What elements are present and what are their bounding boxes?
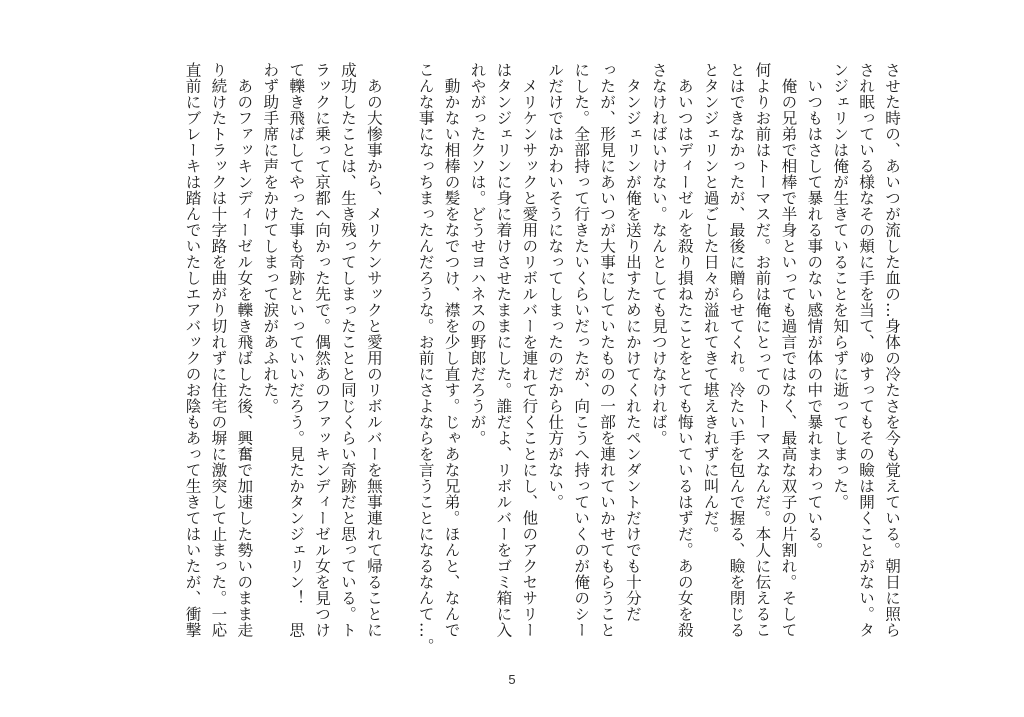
text-line: あのファッキンディーゼル女を轢き飛ばした後、興奮で加速した勢いのまま走 (235, 62, 254, 638)
text-line: て轢き飛ばしてやった事も奇跡といっていいだろう。見たかタンジェリン！ 思 (287, 62, 306, 638)
section-break (386, 62, 412, 662)
text-line: にした。全部持って行きたいくらいだったが、向こうへ持っていくのが俺のシー (572, 62, 591, 638)
text-line: わず助手席に声をかけてしまって涙があふれた。 (261, 62, 280, 414)
text-line: とはできなかったが、最後に贈らせてくれ。冷たい手を包んで握る、瞼を閉じる (727, 62, 746, 638)
text-line: さなければいけない。なんとしても見つけなければ。 (649, 62, 668, 446)
text-line: あいつはディーゼルを殺り損ねたことをとても悔いているはずだ。あの女を殺 (675, 62, 694, 638)
text-line: れやがったクソは。どうせヨハネスの野郎だろうが。 (468, 62, 487, 446)
text-line: メリケンサックと愛用のリボルバーを連れて行くことにし、他のアクセサリー (520, 62, 539, 638)
text-line: ルだけではかわいそうになってしまったのだから仕方がない。 (546, 62, 565, 510)
text-line: あの大惨事から、メリケンサックと愛用のリボルバーを無事連れて帰ることに (364, 62, 383, 638)
text-line: いつもはさして暴れる事のない感情が体の中で暴れまわっている。 (805, 62, 824, 558)
text-line: タンジェリンが俺を送り出すためにかけてくれたペンダントだけでも十分だ (623, 62, 642, 622)
text-line: ったが、形見にあいつが大事にしていたものの一部を連れていかせてもらうこと (598, 62, 617, 638)
vertical-text-body (114, 62, 904, 662)
text-line: 何よりお前はトーマスだ。お前は俺にとってのトーマスなんだ。本人に伝えるこ (753, 62, 772, 638)
text-line: させた時の、あいつが流した血の…身体の冷たさを今も覚えている。朝日に照ら (883, 62, 901, 638)
page-number: 5 (508, 672, 516, 687)
text-line: り続けたトラックは十字路を曲がり切れずに住宅の塀に激突して止まった。一応 (209, 62, 228, 638)
text-line: され眠っている様なその頬に手を当て、ゆすってもその瞼は開くことがない。タ (857, 62, 876, 638)
text-line: ンジェリンは俺が生きていることを知らずに逝ってしまった。 (831, 62, 850, 510)
text-line: 直前にブレーキは踏んでいたしエアバックのお陰もあって生きてはいたが、衝撃 (183, 62, 202, 638)
text-line: 動かない相棒の髪をなでつけ、襟を少し直す。じゃあな兄弟。ほんと、なんで (442, 62, 461, 638)
text-line: はタンジェリンに身に着けさせたままにした。誰だよ、リボルバーをゴミ箱に入 (494, 62, 513, 638)
text-line: こんな事になっちまったんだろうな。お前にさよならを言うことになるなんて…。 (416, 62, 435, 654)
text-line: とタンジェリンと過ごした日々が溢れてきて堪えきれずに叫んだ。 (701, 62, 720, 542)
text-line: 俺の兄弟で相棒で半身といっても過言ではなく、最高な双子の片割れ。そして (779, 62, 798, 638)
text-line: 成功したことは、生き残ってしまったことと同じくらい奇跡だと思っている。ト (338, 62, 357, 638)
text-line: ラックに乗って京都へ向かった先で。偶然あのファッキンディーゼル女を見つけ (313, 62, 332, 638)
